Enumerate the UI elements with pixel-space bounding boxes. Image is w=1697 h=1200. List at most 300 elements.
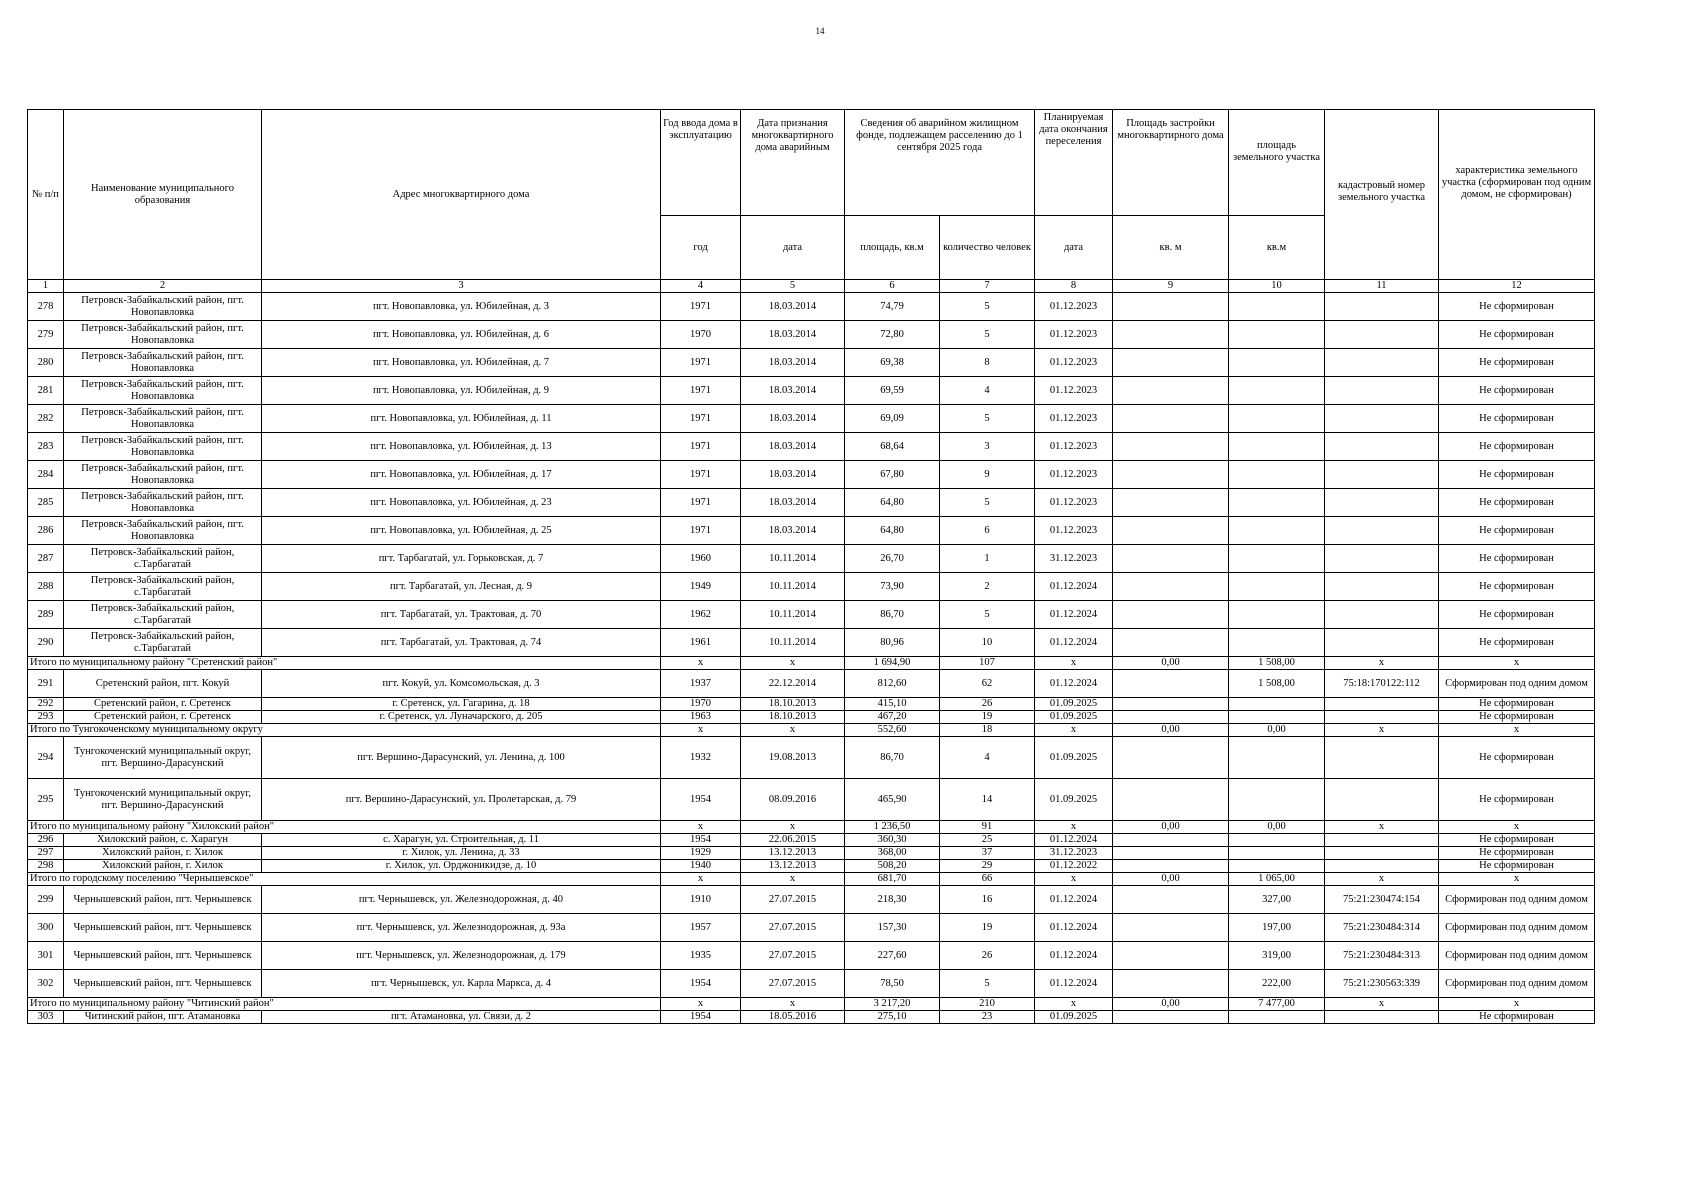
subtotal-cell: x: [661, 998, 741, 1011]
cell-land-characteristic: Не сформирован: [1439, 293, 1595, 321]
cell-building-area: [1113, 886, 1229, 914]
cell-year-built: 1961: [661, 629, 741, 657]
cell-cadastral-number: [1325, 545, 1439, 573]
cell-recognition-date: 18.10.2013: [741, 698, 845, 711]
cell-municipality: Тунгокоченский муниципальный округ, пгт. Вершино-Дарасунский: [64, 737, 262, 779]
column-number: 4: [661, 280, 741, 293]
cell-cadastral-number: 75:21:230563:339: [1325, 970, 1439, 998]
cell-planned-date: 01.12.2023: [1035, 293, 1113, 321]
cell-cadastral-number: [1325, 834, 1439, 847]
subtotal-label: Итого по городскому поселению "Чернышевское": [28, 873, 661, 886]
cell-row-number: 301: [28, 942, 64, 970]
cell-cadastral-number: 75:21:230474:154: [1325, 886, 1439, 914]
cell-people-count: 4: [940, 377, 1035, 405]
cell-people-count: 26: [940, 942, 1035, 970]
cell-land-characteristic: Не сформирован: [1439, 779, 1595, 821]
cell-building-area: [1113, 737, 1229, 779]
cell-year-built: 1957: [661, 914, 741, 942]
cell-area: 67,80: [845, 461, 940, 489]
cell-land-area: [1229, 847, 1325, 860]
cell-land-area: [1229, 711, 1325, 724]
cell-building-area: [1113, 834, 1229, 847]
subheader-year: год: [661, 216, 741, 280]
cell-year-built: 1971: [661, 377, 741, 405]
table-row: [28, 573, 1595, 601]
subtotal-cell: x: [1439, 873, 1595, 886]
subtotal-cell: 0,00: [1113, 821, 1229, 834]
cell-recognition-date: 18.10.2013: [741, 711, 845, 724]
cell-land-characteristic: Не сформирован: [1439, 601, 1595, 629]
cell-municipality: Петровск-Забайкальский район, пгт. Новопавловка: [64, 461, 262, 489]
cell-recognition-date: 22.06.2015: [741, 834, 845, 847]
cell-year-built: 1910: [661, 886, 741, 914]
cell-row-number: 294: [28, 737, 64, 779]
cell-recognition-date: 18.03.2014: [741, 405, 845, 433]
cell-people-count: 9: [940, 461, 1035, 489]
cell-cadastral-number: [1325, 601, 1439, 629]
cell-cadastral-number: 75:18:170122:112: [1325, 670, 1439, 698]
subtotal-row: [28, 657, 1595, 670]
cell-municipality: Петровск-Забайкальский район, пгт. Новопавловка: [64, 517, 262, 545]
cell-row-number: 303: [28, 1011, 64, 1024]
cell-area: 72,80: [845, 321, 940, 349]
column-number: 2: [64, 280, 262, 293]
cell-recognition-date: 10.11.2014: [741, 573, 845, 601]
cell-land-characteristic: Не сформирован: [1439, 629, 1595, 657]
header-cadastral-number: кадастровый номер земельного участка: [1325, 110, 1439, 280]
table-row: [28, 970, 1595, 998]
cell-recognition-date: 18.03.2014: [741, 433, 845, 461]
cell-building-area: [1113, 433, 1229, 461]
cell-row-number: 284: [28, 461, 64, 489]
cell-area: 86,70: [845, 737, 940, 779]
cell-recognition-date: 22.12.2014: [741, 670, 845, 698]
cell-building-area: [1113, 321, 1229, 349]
cell-land-area: [1229, 349, 1325, 377]
cell-municipality: Петровск-Забайкальский район, пгт. Новопавловка: [64, 293, 262, 321]
table-row: [28, 698, 1595, 711]
cell-row-number: 285: [28, 489, 64, 517]
cell-building-area: [1113, 517, 1229, 545]
cell-municipality: Петровск-Забайкальский район, с.Тарбагатай: [64, 629, 262, 657]
cell-planned-date: 01.12.2023: [1035, 489, 1113, 517]
cell-people-count: 62: [940, 670, 1035, 698]
subtotal-cell: x: [661, 724, 741, 737]
cell-cadastral-number: [1325, 405, 1439, 433]
subtotal-cell: 3 217,20: [845, 998, 940, 1011]
cell-building-area: [1113, 349, 1229, 377]
cell-cadastral-number: 75:21:230484:313: [1325, 942, 1439, 970]
cell-area: 26,70: [845, 545, 940, 573]
table-row: [28, 489, 1595, 517]
cell-recognition-date: 18.03.2014: [741, 349, 845, 377]
cell-people-count: 19: [940, 914, 1035, 942]
cell-year-built: 1962: [661, 601, 741, 629]
cell-building-area: [1113, 573, 1229, 601]
cell-year-built: 1971: [661, 433, 741, 461]
cell-cadastral-number: [1325, 847, 1439, 860]
cell-land-characteristic: Не сформирован: [1439, 349, 1595, 377]
cell-land-characteristic: Не сформирован: [1439, 573, 1595, 601]
subtotal-cell: x: [1035, 724, 1113, 737]
cell-land-characteristic: Не сформирован: [1439, 698, 1595, 711]
cell-area: 86,70: [845, 601, 940, 629]
cell-planned-date: 01.12.2023: [1035, 517, 1113, 545]
column-number: 6: [845, 280, 940, 293]
subtotal-cell: 1 694,90: [845, 657, 940, 670]
cell-planned-date: 31.12.2023: [1035, 847, 1113, 860]
cell-address: пгт. Тарбагатай, ул. Трактовая, д. 74: [262, 629, 661, 657]
subtotal-cell: x: [1035, 821, 1113, 834]
cell-cadastral-number: [1325, 293, 1439, 321]
cell-land-area: [1229, 517, 1325, 545]
table-row: [28, 779, 1595, 821]
cell-cadastral-number: [1325, 860, 1439, 873]
cell-building-area: [1113, 860, 1229, 873]
table-row: [28, 601, 1595, 629]
cell-address: с. Харагун, ул. Строительная, д. 11: [262, 834, 661, 847]
subheader-area: площадь, кв.м: [845, 216, 940, 280]
subtotal-row: [28, 998, 1595, 1011]
subtotal-cell: 0,00: [1113, 998, 1229, 1011]
subtotal-label: Итого по муниципальному району "Хилокский район": [28, 821, 661, 834]
cell-year-built: 1971: [661, 293, 741, 321]
column-number: 5: [741, 280, 845, 293]
subtotal-cell: x: [1325, 998, 1439, 1011]
cell-planned-date: 01.12.2024: [1035, 942, 1113, 970]
cell-land-characteristic: Не сформирован: [1439, 737, 1595, 779]
cell-address: пгт. Чернышевск, ул. Железнодорожная, д. 93а: [262, 914, 661, 942]
cell-municipality: Хилокский район, г. Хилок: [64, 847, 262, 860]
subheader-building-sqm: кв. м: [1113, 216, 1229, 280]
table-row: [28, 1011, 1595, 1024]
cell-planned-date: 01.12.2023: [1035, 321, 1113, 349]
cell-recognition-date: 18.03.2014: [741, 321, 845, 349]
table-row: [28, 834, 1595, 847]
subtotal-cell: x: [1325, 724, 1439, 737]
cell-area: 69,59: [845, 377, 940, 405]
header-land-characteristic: характеристика земельного участка (сформирован под одним домом, не сформирован): [1439, 110, 1595, 280]
emergency-housing-table: [27, 109, 1595, 1024]
subtotal-cell: x: [741, 998, 845, 1011]
subtotal-cell: x: [661, 821, 741, 834]
cell-land-area: 327,00: [1229, 886, 1325, 914]
cell-building-area: [1113, 293, 1229, 321]
cell-municipality: Петровск-Забайкальский район, пгт. Новопавловка: [64, 349, 262, 377]
subtotal-cell: 7 477,00: [1229, 998, 1325, 1011]
cell-year-built: 1929: [661, 847, 741, 860]
subtotal-cell: 1 236,50: [845, 821, 940, 834]
cell-recognition-date: 27.07.2015: [741, 914, 845, 942]
cell-year-built: 1954: [661, 834, 741, 847]
cell-land-area: [1229, 1011, 1325, 1024]
subtotal-cell: x: [1035, 873, 1113, 886]
cell-land-area: [1229, 293, 1325, 321]
cell-address: г. Сретенск, ул. Гагарина, д. 18: [262, 698, 661, 711]
cell-cadastral-number: [1325, 349, 1439, 377]
cell-people-count: 25: [940, 834, 1035, 847]
cell-address: пгт. Новопавловка, ул. Юбилейная, д. 25: [262, 517, 661, 545]
cell-municipality: Сретенский район, г. Сретенск: [64, 698, 262, 711]
header-municipality: Наименование муниципального образования: [64, 110, 262, 280]
header-land-area: площадь земельного участка: [1229, 110, 1325, 216]
cell-land-area: 319,00: [1229, 942, 1325, 970]
cell-people-count: 14: [940, 779, 1035, 821]
cell-address: пгт. Новопавловка, ул. Юбилейная, д. 17: [262, 461, 661, 489]
cell-recognition-date: 27.07.2015: [741, 970, 845, 998]
cell-row-number: 300: [28, 914, 64, 942]
cell-people-count: 8: [940, 349, 1035, 377]
table-row: [28, 405, 1595, 433]
cell-people-count: 5: [940, 489, 1035, 517]
cell-area: 74,79: [845, 293, 940, 321]
cell-municipality: Чернышевский район, пгт. Чернышевск: [64, 886, 262, 914]
table-row: [28, 942, 1595, 970]
cell-row-number: 280: [28, 349, 64, 377]
table-row: [28, 433, 1595, 461]
cell-recognition-date: 27.07.2015: [741, 942, 845, 970]
subtotal-cell: 66: [940, 873, 1035, 886]
subtotal-cell: x: [1325, 873, 1439, 886]
cell-area: 69,09: [845, 405, 940, 433]
cell-cadastral-number: [1325, 377, 1439, 405]
subtotal-cell: x: [741, 657, 845, 670]
cell-row-number: 302: [28, 970, 64, 998]
cell-row-number: 288: [28, 573, 64, 601]
cell-year-built: 1960: [661, 545, 741, 573]
cell-area: 73,90: [845, 573, 940, 601]
subheader-people: количество человек: [940, 216, 1035, 280]
cell-planned-date: 01.12.2024: [1035, 573, 1113, 601]
cell-building-area: [1113, 670, 1229, 698]
cell-cadastral-number: [1325, 698, 1439, 711]
cell-land-characteristic: Не сформирован: [1439, 860, 1595, 873]
subtotal-row: [28, 873, 1595, 886]
subtotal-cell: x: [741, 873, 845, 886]
cell-recognition-date: 13.12.2013: [741, 860, 845, 873]
cell-land-area: [1229, 433, 1325, 461]
subtotal-cell: 18: [940, 724, 1035, 737]
cell-people-count: 37: [940, 847, 1035, 860]
cell-row-number: 293: [28, 711, 64, 724]
cell-land-area: [1229, 545, 1325, 573]
subtotal-cell: 91: [940, 821, 1035, 834]
cell-address: пгт. Новопавловка, ул. Юбилейная, д. 23: [262, 489, 661, 517]
cell-municipality: Петровск-Забайкальский район, пгт. Новопавловка: [64, 377, 262, 405]
cell-row-number: 289: [28, 601, 64, 629]
header-planned-date: Планируемая дата окончания переселения: [1035, 110, 1113, 216]
cell-area: 218,30: [845, 886, 940, 914]
cell-people-count: 5: [940, 321, 1035, 349]
cell-area: 80,96: [845, 629, 940, 657]
subtotal-cell: 0,00: [1229, 724, 1325, 737]
cell-area: 368,00: [845, 847, 940, 860]
cell-people-count: 26: [940, 698, 1035, 711]
cell-row-number: 286: [28, 517, 64, 545]
table-row: [28, 914, 1595, 942]
subtotal-label: Итого по Тунгокоченскому муниципальному округу: [28, 724, 661, 737]
column-number: 3: [262, 280, 661, 293]
cell-building-area: [1113, 629, 1229, 657]
cell-area: 415,10: [845, 698, 940, 711]
cell-year-built: 1949: [661, 573, 741, 601]
subheader-date: дата: [741, 216, 845, 280]
table-header: [28, 110, 1595, 293]
cell-land-characteristic: Сформирован под одним домом: [1439, 914, 1595, 942]
cell-year-built: 1971: [661, 405, 741, 433]
cell-building-area: [1113, 942, 1229, 970]
cell-recognition-date: 10.11.2014: [741, 629, 845, 657]
cell-land-area: [1229, 489, 1325, 517]
cell-area: 275,10: [845, 1011, 940, 1024]
cell-municipality: Петровск-Забайкальский район, с.Тарбагатай: [64, 601, 262, 629]
cell-land-area: 222,00: [1229, 970, 1325, 998]
cell-planned-date: 01.12.2024: [1035, 914, 1113, 942]
cell-address: пгт. Новопавловка, ул. Юбилейная, д. 11: [262, 405, 661, 433]
cell-cadastral-number: [1325, 573, 1439, 601]
subtotal-cell: x: [1325, 821, 1439, 834]
cell-recognition-date: 18.03.2014: [741, 293, 845, 321]
cell-land-area: [1229, 377, 1325, 405]
cell-municipality: Чернышевский район, пгт. Чернышевск: [64, 942, 262, 970]
cell-year-built: 1932: [661, 737, 741, 779]
cell-address: г. Хилок, ул. Орджоникидзе, д. 10: [262, 860, 661, 873]
table-row: [28, 711, 1595, 724]
cell-address: пгт. Новопавловка, ул. Юбилейная, д. 6: [262, 321, 661, 349]
subtotal-cell: 1 065,00: [1229, 873, 1325, 886]
cell-planned-date: 01.09.2025: [1035, 711, 1113, 724]
cell-cadastral-number: [1325, 629, 1439, 657]
cell-land-area: [1229, 321, 1325, 349]
column-number: 7: [940, 280, 1035, 293]
cell-planned-date: 01.12.2024: [1035, 886, 1113, 914]
cell-address: пгт. Чернышевск, ул. Железнодорожная, д. 179: [262, 942, 661, 970]
subtotal-cell: x: [741, 821, 845, 834]
cell-planned-date: 01.12.2023: [1035, 433, 1113, 461]
cell-municipality: Петровск-Забайкальский район, пгт. Новопавловка: [64, 489, 262, 517]
table-row: [28, 377, 1595, 405]
cell-building-area: [1113, 970, 1229, 998]
cell-people-count: 16: [940, 886, 1035, 914]
header-number: № п/п: [28, 110, 64, 280]
table-row: [28, 860, 1595, 873]
table-row: [28, 545, 1595, 573]
cell-people-count: 5: [940, 601, 1035, 629]
cell-municipality: Петровск-Забайкальский район, пгт. Новопавловка: [64, 321, 262, 349]
subtotal-label: Итого по муниципальному району "Читинский район": [28, 998, 661, 1011]
cell-land-characteristic: Не сформирован: [1439, 405, 1595, 433]
cell-building-area: [1113, 779, 1229, 821]
table-row: [28, 461, 1595, 489]
header-fund-info: Сведения об аварийном жилищном фонде, подлежащем расселению до 1 сентября 2025 года: [845, 110, 1035, 216]
column-number: 9: [1113, 280, 1229, 293]
cell-municipality: Чернышевский район, пгт. Чернышевск: [64, 914, 262, 942]
cell-row-number: 279: [28, 321, 64, 349]
cell-year-built: 1971: [661, 517, 741, 545]
table-row: [28, 293, 1595, 321]
cell-row-number: 281: [28, 377, 64, 405]
subtotal-cell: x: [1035, 998, 1113, 1011]
cell-area: 465,90: [845, 779, 940, 821]
cell-land-characteristic: Сформирован под одним домом: [1439, 886, 1595, 914]
cell-cadastral-number: [1325, 1011, 1439, 1024]
cell-land-area: [1229, 737, 1325, 779]
subtotal-cell: x: [661, 873, 741, 886]
cell-building-area: [1113, 1011, 1229, 1024]
cell-land-characteristic: Не сформирован: [1439, 517, 1595, 545]
cell-recognition-date: 10.11.2014: [741, 601, 845, 629]
cell-area: 64,80: [845, 489, 940, 517]
subtotal-cell: 552,60: [845, 724, 940, 737]
cell-planned-date: 01.12.2023: [1035, 405, 1113, 433]
cell-building-area: [1113, 377, 1229, 405]
cell-cadastral-number: [1325, 433, 1439, 461]
cell-municipality: Сретенский район, пгт. Кокуй: [64, 670, 262, 698]
cell-building-area: [1113, 914, 1229, 942]
subtotal-cell: x: [1439, 724, 1595, 737]
cell-address: пгт. Чернышевск, ул. Железнодорожная, д. 40: [262, 886, 661, 914]
table-row: [28, 670, 1595, 698]
cell-land-area: [1229, 461, 1325, 489]
cell-land-characteristic: Не сформирован: [1439, 321, 1595, 349]
cell-planned-date: 01.12.2024: [1035, 670, 1113, 698]
cell-cadastral-number: [1325, 489, 1439, 517]
subtotal-cell: x: [1439, 657, 1595, 670]
cell-municipality: Тунгокоченский муниципальный округ, пгт. Вершино-Дарасунский: [64, 779, 262, 821]
cell-municipality: Чернышевский район, пгт. Чернышевск: [64, 970, 262, 998]
cell-building-area: [1113, 601, 1229, 629]
cell-municipality: Сретенский район, г. Сретенск: [64, 711, 262, 724]
cell-row-number: 283: [28, 433, 64, 461]
table-row: [28, 886, 1595, 914]
table-row: [28, 737, 1595, 779]
cell-recognition-date: 18.03.2014: [741, 461, 845, 489]
cell-planned-date: 01.09.2025: [1035, 779, 1113, 821]
cell-row-number: 291: [28, 670, 64, 698]
cell-row-number: 278: [28, 293, 64, 321]
column-number: 1: [28, 280, 64, 293]
cell-building-area: [1113, 461, 1229, 489]
cell-planned-date: 01.09.2025: [1035, 1011, 1113, 1024]
cell-land-characteristic: Сформирован под одним домом: [1439, 670, 1595, 698]
cell-year-built: 1954: [661, 1011, 741, 1024]
cell-planned-date: 01.12.2024: [1035, 629, 1113, 657]
column-number: 10: [1229, 280, 1325, 293]
cell-year-built: 1971: [661, 461, 741, 489]
cell-row-number: 296: [28, 834, 64, 847]
cell-municipality: Петровск-Забайкальский район, пгт. Новопавловка: [64, 405, 262, 433]
cell-people-count: 5: [940, 405, 1035, 433]
cell-land-area: [1229, 698, 1325, 711]
cell-address: пгт. Вершино-Дарасунский, ул. Ленина, д. 100: [262, 737, 661, 779]
cell-people-count: 5: [940, 293, 1035, 321]
header-recognition-date: Дата признания многоквартирного дома аварийным: [741, 110, 845, 216]
cell-year-built: 1971: [661, 489, 741, 517]
cell-land-area: [1229, 573, 1325, 601]
cell-land-area: 197,00: [1229, 914, 1325, 942]
subtotal-cell: x: [661, 657, 741, 670]
cell-land-area: [1229, 860, 1325, 873]
cell-planned-date: 01.09.2025: [1035, 698, 1113, 711]
cell-building-area: [1113, 545, 1229, 573]
cell-land-characteristic: Сформирован под одним домом: [1439, 942, 1595, 970]
cell-row-number: 290: [28, 629, 64, 657]
cell-people-count: 2: [940, 573, 1035, 601]
table-row: [28, 517, 1595, 545]
cell-people-count: 29: [940, 860, 1035, 873]
table-row: [28, 349, 1595, 377]
cell-year-built: 1971: [661, 349, 741, 377]
